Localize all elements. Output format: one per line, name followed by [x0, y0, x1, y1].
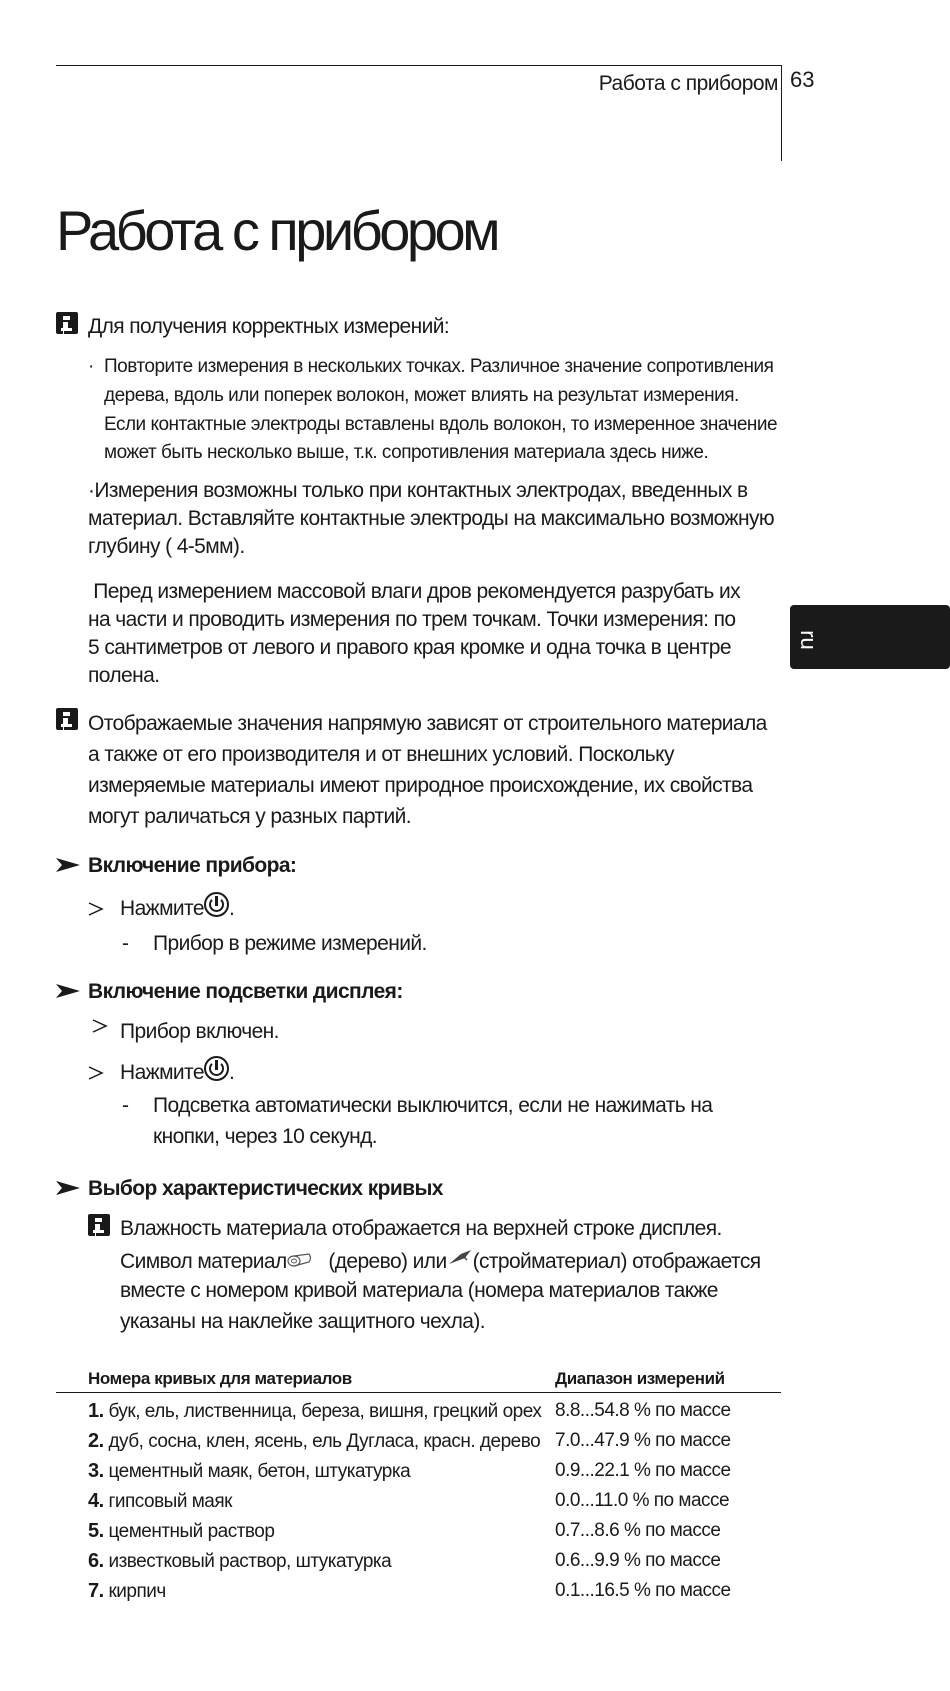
- table-row: [88, 1520, 788, 1550]
- row-range: 0.6...9.9 % по массе: [555, 1550, 721, 1571]
- row-material: бук, ель, лиственница, береза, вишня, грецкий орех: [108, 1401, 542, 1422]
- note-line: могут раличаться у разных партий.: [88, 805, 411, 828]
- table-row: [88, 1460, 788, 1490]
- header-vertical-rule: [781, 65, 782, 161]
- row-range: 0.0...11.0 % по массе: [555, 1490, 730, 1511]
- bullet-line: Если контактные электроды вставлены вдоль волокон, то измеренное значение: [104, 414, 778, 435]
- building-material-icon: [447, 1246, 473, 1264]
- table-row: [88, 1490, 788, 1520]
- row-range: 8.8...54.8 % по массе: [555, 1400, 731, 1421]
- note-line: измеряемые материалы имеют природное происхождение, их свойства: [88, 774, 753, 797]
- info-line: вместе с номером кривой материала (номера материалов также: [120, 1279, 718, 1302]
- result-text: Подсветка автоматически выключится, если не нажимать на: [153, 1094, 713, 1117]
- bullet-mark: ·: [88, 356, 94, 377]
- row-number: 5.: [88, 1520, 104, 1542]
- step-label: Нажмите: [120, 897, 204, 920]
- row-range: 7.0...47.9 % по массе: [555, 1430, 731, 1451]
- note-line: Отображаемые значения напрямую зависят от строительного материала: [88, 712, 767, 735]
- row-number: 2.: [88, 1430, 104, 1452]
- language-tab: [790, 605, 950, 669]
- info-icon: [88, 1214, 110, 1236]
- table-header-rule: [56, 1392, 781, 1393]
- info-icon: [56, 312, 78, 334]
- info-line: указаны на наклейке защитного чехла).: [120, 1310, 485, 1333]
- paragraph-line: ·Измерения возможны только при контактных электродах, введенных в: [88, 479, 748, 502]
- result-mark: -: [122, 932, 129, 955]
- table-row: [88, 1550, 788, 1580]
- precondition-text: Прибор включен.: [120, 1020, 279, 1043]
- result-text: кнопки, через 10 секунд.: [153, 1125, 377, 1148]
- arrowhead-icon: [56, 1180, 80, 1196]
- section-heading: Включение подсветки дисплея:: [88, 980, 403, 1003]
- step-text: Нажмите .: [120, 892, 234, 923]
- page-number: 63: [790, 67, 815, 92]
- row-material: цементный маяк, бетон, штукатурка: [108, 1461, 411, 1482]
- step-label: Нажмите: [120, 1061, 204, 1084]
- row-range: 0.9...22.1 % по массе: [555, 1460, 731, 1481]
- power-button-icon: [204, 892, 229, 917]
- page-title: Работа с прибором: [56, 199, 498, 262]
- row-material: цементный раствор: [108, 1521, 275, 1542]
- result-mark: -: [122, 1094, 129, 1117]
- row-range: 0.1...16.5 % по массе: [555, 1580, 731, 1601]
- info-line: Влажность материала отображается на верхней строке дисплея.: [120, 1217, 722, 1240]
- table-header-material: Номера кривых для материалов: [88, 1369, 352, 1388]
- paragraph-line: Перед измерением массовой влаги дров рекомендуется разрубать их: [88, 580, 741, 603]
- row-number: 6.: [88, 1550, 104, 1572]
- note-intro: Для получения корректных измерений:: [88, 315, 450, 338]
- header-rule: [56, 65, 781, 66]
- section-heading: Выбор характеристических кривых: [88, 1177, 443, 1200]
- paragraph-line: полена.: [88, 664, 160, 687]
- table-row: [88, 1580, 788, 1610]
- result-text: Прибор в режиме измерений.: [153, 932, 427, 955]
- row-material: известковый раствор, штукатурка: [108, 1551, 392, 1572]
- paragraph-line: глубину ( 4-5мм).: [88, 535, 245, 558]
- info-line: Символ материал (дерево) или (стройматериал) отображается: [120, 1246, 761, 1276]
- section-heading: Включение прибора:: [88, 854, 297, 877]
- info-icon: [56, 708, 78, 730]
- step-arrow-icon: [88, 1066, 104, 1080]
- running-header-title: Работа с прибором: [598, 72, 778, 95]
- row-material: гипсовый маяк: [108, 1491, 232, 1512]
- arrowhead-icon: [56, 983, 80, 999]
- row-material: дуб, сосна, клен, ясень, ель Дугласа, красн. дерево: [108, 1431, 541, 1452]
- bullet-line: Повторите измерения в нескольких точках. Различное значение сопротивления: [104, 356, 774, 377]
- row-number: 1.: [88, 1400, 104, 1422]
- arrowhead-icon: [56, 857, 80, 873]
- wood-material-icon: [287, 1248, 313, 1264]
- row-number: 3.: [88, 1460, 104, 1482]
- table-row: [88, 1400, 788, 1430]
- row-range: 0.7...8.6 % по массе: [555, 1520, 721, 1541]
- row-material: кирпич: [108, 1581, 166, 1602]
- step-arrow-icon: [88, 902, 104, 916]
- language-tab-label: ru: [795, 630, 821, 650]
- table-row: [88, 1430, 788, 1460]
- note-line: а также от его производителя и от внешних условий. Поскольку: [88, 743, 674, 766]
- paragraph-line: материал. Вставляйте контактные электроды на максимально возможную: [88, 507, 775, 530]
- bullet-line: может быть несколько выше, т.к. сопротивления материала здесь ниже.: [104, 442, 709, 463]
- table-header-range: Диапазон измерений: [555, 1369, 725, 1388]
- step-arrow-icon: [92, 1019, 108, 1033]
- bullet-line: дерева, вдоль или поперек волокон, может влиять на результат измерения.: [104, 385, 739, 406]
- paragraph-line: 5 сантиметров от левого и правого края кромке и одна точка в центре: [88, 636, 731, 659]
- power-button-icon: [204, 1056, 229, 1081]
- paragraph-line: на части и проводить измерения по трем точкам. Точки измерения: по: [88, 608, 736, 631]
- row-number: 4.: [88, 1490, 104, 1512]
- row-number: 7.: [88, 1580, 104, 1602]
- step-text: Нажмите .: [120, 1056, 234, 1087]
